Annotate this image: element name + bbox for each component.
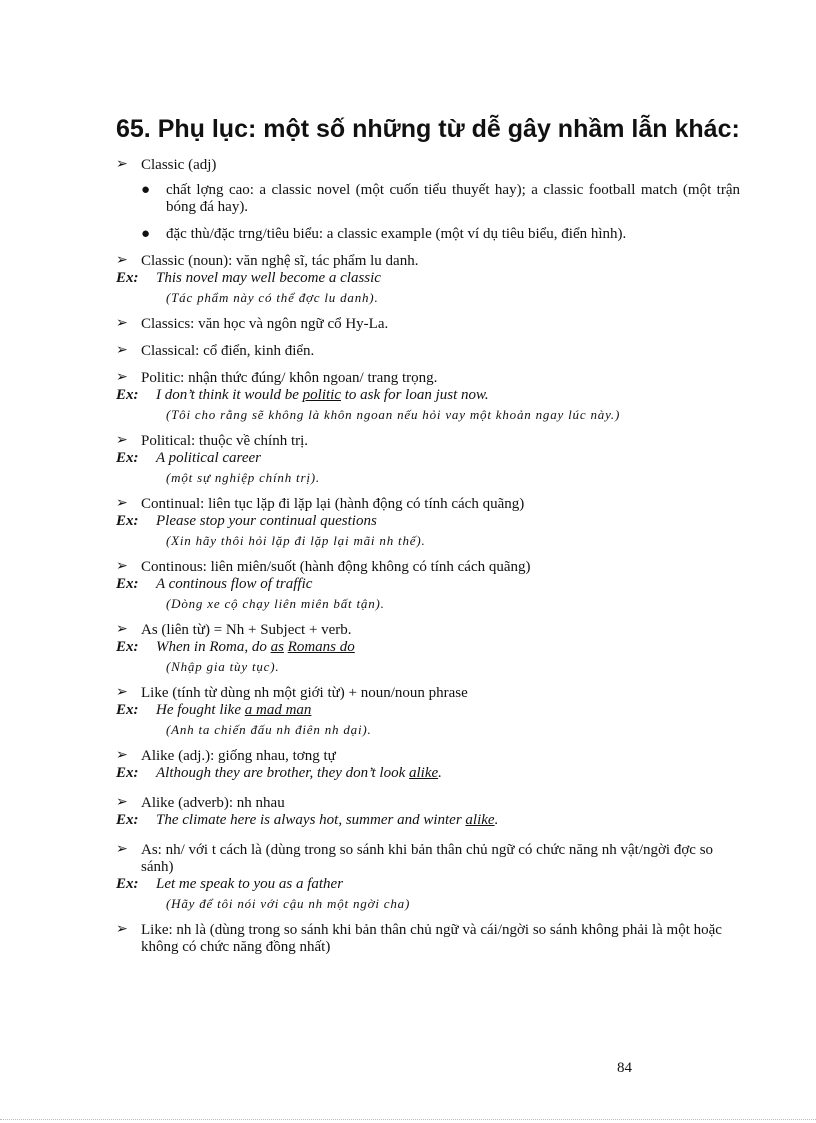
arrow-bullet-icon: ➢: [116, 342, 128, 358]
example-line: [116, 765, 740, 782]
page-bottom-divider: [0, 1119, 816, 1120]
page-number: 84: [617, 1060, 632, 1076]
example-text: .: [438, 765, 442, 781]
entry-heading: Classic (noun): văn nghệ sĩ, tác phẩm lu danh.: [141, 253, 419, 269]
entry-heading: Continual: liên tục lặp đi lặp lại (hành động có tính cách quãng): [141, 496, 525, 512]
example-underlined: as: [270, 639, 284, 655]
translation-line: (Xin hãy thôi hỏi lặp đi lặp lại mãi nh thế).: [166, 533, 426, 548]
entry-classical: [116, 343, 740, 360]
entry-heading: Politic: nhận thức đúng/ khôn ngoan/ trang trọng.: [141, 370, 438, 386]
example-text: to ask for loan just now.: [340, 387, 489, 403]
translation-line: (Tác phẩm này có thể đợc lu danh).: [166, 290, 379, 305]
example-label: Ex:: [116, 576, 139, 592]
translation-line: (Nhập gia tùy tục).: [166, 659, 280, 674]
example-label: Ex:: [116, 876, 139, 892]
arrow-bullet-icon: ➢: [116, 315, 128, 331]
example-label: Ex:: [116, 450, 139, 466]
example-label: Ex:: [116, 639, 139, 655]
entry-heading: Classic (adj): [141, 157, 217, 173]
entry-heading: Like (tính từ dùng nh một giới từ) + noun/noun phrase: [141, 685, 468, 701]
translation-line: (Hãy để tôi nói với cậu nh một ngời cha): [166, 896, 411, 911]
arrow-bullet-icon: ➢: [116, 921, 128, 937]
entry-alike-adjective: [116, 748, 740, 765]
arrow-bullet-icon: ➢: [116, 558, 128, 574]
example-label: Ex:: [116, 513, 139, 529]
entry-like-comparison: [116, 922, 740, 956]
entry-heading: As: nh/ với t cách là (dùng trong so sánh khi bản thân chủ ngữ có chức năng nh vật/ngời đợc so sánh): [141, 842, 714, 875]
example-line: [116, 450, 740, 467]
entry-heading: Alike (adverb): nh nhau: [141, 795, 285, 811]
example-text: When in Roma, do: [156, 639, 271, 655]
arrow-bullet-icon: ➢: [116, 252, 128, 268]
example-text: A political career: [156, 450, 261, 466]
entry-heading: Alike (adj.): giống nhau, tơng tự: [141, 748, 336, 764]
arrow-bullet-icon: ➢: [116, 841, 128, 857]
page-content: [116, 116, 740, 956]
example-text: He fought like: [156, 702, 245, 718]
example-text: .: [494, 812, 499, 828]
example-underlined: a mad man: [244, 702, 312, 718]
example-line: [116, 387, 740, 404]
sub-bullet-text: đặc thù/đặc trng/tiêu biểu: a classic example (một ví dụ tiêu biểu, điển hình).: [166, 226, 627, 242]
example-text: I don’t think it would be: [156, 387, 303, 403]
example-line: [116, 513, 740, 530]
entry-heading: Political: thuộc về chính trị.: [141, 433, 309, 449]
example-label: Ex:: [116, 270, 139, 286]
translation-line: (Tôi cho rằng sẽ không là khôn ngoan nếu hỏi vay một khoản ngay lúc này.): [166, 407, 621, 422]
example-underlined: politic: [302, 387, 341, 403]
bullet-dot-icon: ●: [141, 182, 151, 198]
entry-continous: [116, 559, 740, 576]
example-text: This novel may well become a classic: [156, 270, 381, 286]
entry-heading: Classical: cổ điển, kinh điển.: [141, 343, 315, 359]
example-line: [116, 702, 740, 719]
entry-heading: Like: nh là (dùng trong so sánh khi bản thân chủ ngữ và cái/ngời so sánh không phải là một hoặc không có chức năng đồng nhất): [141, 922, 722, 955]
arrow-bullet-icon: ➢: [116, 794, 128, 810]
entry-heading: As (liên từ) = Nh + Subject + verb.: [141, 622, 352, 638]
sub-bullet: [116, 182, 740, 216]
translation-line: (Dòng xe cộ chạy liên miên bất tận).: [166, 596, 385, 611]
example-text: Let me speak to you as a father: [156, 876, 344, 892]
example-underlined: Romans do: [287, 639, 355, 655]
entry-classics: [116, 316, 740, 333]
example-label: Ex:: [116, 812, 139, 828]
entry-classic-noun: [116, 253, 740, 270]
example-label: Ex:: [116, 387, 139, 403]
sub-bullet-text: chất lợng cao: a classic novel (một cuốn tiểu thuyết hay); a classic football match (một trận bóng đá hay).: [166, 182, 740, 215]
example-line: [116, 576, 740, 593]
page-title: 65. Phụ lục: một số những từ dễ gây nhầm lẫn khác:: [116, 115, 740, 143]
entry-classic-adj: [116, 157, 740, 174]
arrow-bullet-icon: ➢: [116, 369, 128, 385]
example-text: A continous flow of traffic: [156, 576, 313, 592]
entry-heading: Continous: liên miên/suốt (hành động không có tính cách quãng): [141, 559, 531, 575]
entry-heading: Classics: văn học và ngôn ngữ cổ Hy-La.: [141, 316, 389, 332]
entry-like-preposition: [116, 685, 740, 702]
entry-as-conjunction: [116, 622, 740, 639]
example-text: Please stop your continual questions: [156, 513, 377, 529]
entry-political: [116, 433, 740, 450]
example-text: Although they are brother, they don’t look: [156, 765, 410, 781]
example-underlined: alike: [409, 765, 439, 781]
sub-bullet: [116, 226, 740, 243]
arrow-bullet-icon: ➢: [116, 621, 128, 637]
example-line: [116, 270, 740, 287]
bullet-dot-icon: ●: [141, 226, 151, 242]
arrow-bullet-icon: ➢: [116, 747, 128, 763]
example-label: Ex:: [116, 765, 139, 781]
entry-as-capacity: [116, 842, 740, 876]
example-underlined: alike: [465, 812, 495, 828]
entry-continual: [116, 496, 740, 513]
entry-politic: [116, 370, 740, 387]
example-line: [116, 639, 740, 656]
example-label: Ex:: [116, 702, 139, 718]
entry-alike-adverb: [116, 795, 740, 812]
arrow-bullet-icon: ➢: [116, 684, 128, 700]
example-text: The climate here is always hot, summer and winter: [156, 812, 466, 828]
arrow-bullet-icon: ➢: [116, 495, 128, 511]
example-line: [116, 876, 740, 893]
arrow-bullet-icon: ➢: [116, 432, 128, 448]
translation-line: (Anh ta chiến đấu nh điên nh dại).: [166, 722, 372, 737]
translation-line: (một sự nghiệp chính trị).: [166, 470, 320, 485]
arrow-bullet-icon: ➢: [116, 156, 128, 172]
example-line: [116, 812, 740, 829]
